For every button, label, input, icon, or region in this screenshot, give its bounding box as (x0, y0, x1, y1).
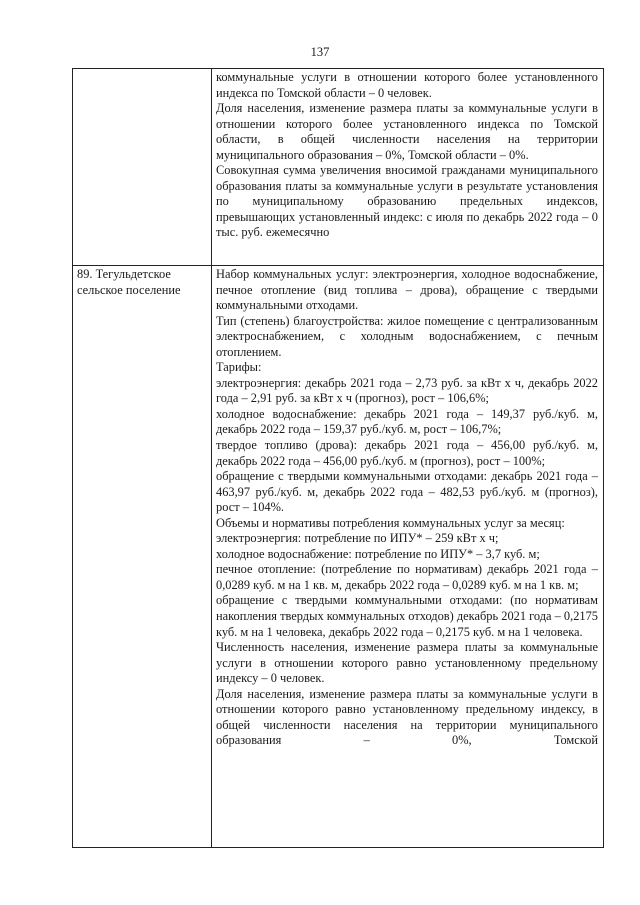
paragraph: Тип (степень) благоустройства: жилое помещение с централизованным электроснабжением, с холодным водоснабжением, с печным отоплением. (216, 313, 598, 359)
paragraph: Совокупная сумма увеличения вносимой гражданами муниципального образования платы за коммунальные услуги в результате установления по муниципальному образованию предельных индексов, превышающих установленный индекс: с июля по декабрь 2022 года – 0 тыс. руб. ежемесячно (216, 163, 598, 240)
table-row (73, 266, 604, 848)
paragraph: обращение с твердыми коммунальными отходами: декабрь 2021 года – 463,97 руб./куб. м, декабрь 2022 года – 482,53 руб./куб. м (прогноз), рост – 104%. (216, 469, 598, 515)
table-row (73, 69, 604, 266)
details-cell (212, 266, 604, 848)
paragraph: обращение с твердыми коммунальными отходами: (по нормативам накопления твердых коммунальных отходов) декабрь 2021 года – 0,2175 куб. м на 1 человека, декабрь 2022 года – 0,2175 куб. м на 1 человека. (216, 593, 599, 639)
paragraph: холодное водоснабжение: потребление по ИПУ* – 3,7 куб. м; (216, 546, 540, 561)
paragraph: электроэнергия: декабрь 2021 года – 2,73 руб. за кВт х ч, декабрь 2022 года – 2,91 руб. за кВт х ч (прогноз), рост – 106,6%; (216, 375, 598, 406)
paragraph: твердое топливо (дрова): декабрь 2021 года – 456,00 руб./куб. м, декабрь 2022 года – 456,00 руб./куб. м (прогноз), рост – 100%; (216, 438, 598, 468)
municipality-cell: 89. Тегульдетское сельское поселение (73, 266, 212, 848)
paragraph: Тарифы: (216, 360, 262, 375)
paragraph: Объемы и нормативы потребления коммунальных услуг за месяц: (216, 515, 565, 530)
page-number: 137 (310, 45, 330, 59)
paragraph: печное отопление: (потребление по нормативам) декабрь 2021 года – 0,0289 куб. м на 1 кв. м, декабрь 2022 года – 0,0289 куб. м на 1 кв. м; (216, 562, 598, 592)
paragraph: Численность населения, изменение размера платы за коммунальные услуги в отношении которого равно установленному предельному индексу – 0 человек. (216, 640, 598, 686)
paragraph: Доля населения, изменение размера платы за коммунальные услуги в отношении которого более установленного индекса по Томской области, в общей численности населения на территории муниципального образования – 0%, Томской области – 0%. (216, 101, 598, 162)
municipality-cell (73, 69, 212, 266)
paragraph: Доля населения, изменение размера платы за коммунальные услуги в отношении которого равно установленному предельному индексу, в общей численности населения на территории муниципального образования – 0%, Томской (216, 686, 598, 748)
paragraph: электроэнергия: потребление по ИПУ* – 259 кВт х ч; (216, 531, 499, 546)
paragraph: коммунальные услуги в отношении которого более установленного индекса по Томской области – 0 человек. (216, 70, 598, 100)
paragraph: Набор коммунальных услуг: электроэнергия, холодное водоснабжение, печное отопление (вид топлива – дрова), обращение с твердыми коммунальными отходами. (216, 267, 598, 313)
paragraph: холодное водоснабжение: декабрь 2021 года – 149,37 руб./куб. м, декабрь 2022 года – 159,37 руб./куб. м, рост – 106,7%; (216, 406, 598, 437)
details-cell (212, 69, 604, 266)
municipal-tariff-table (72, 68, 604, 848)
